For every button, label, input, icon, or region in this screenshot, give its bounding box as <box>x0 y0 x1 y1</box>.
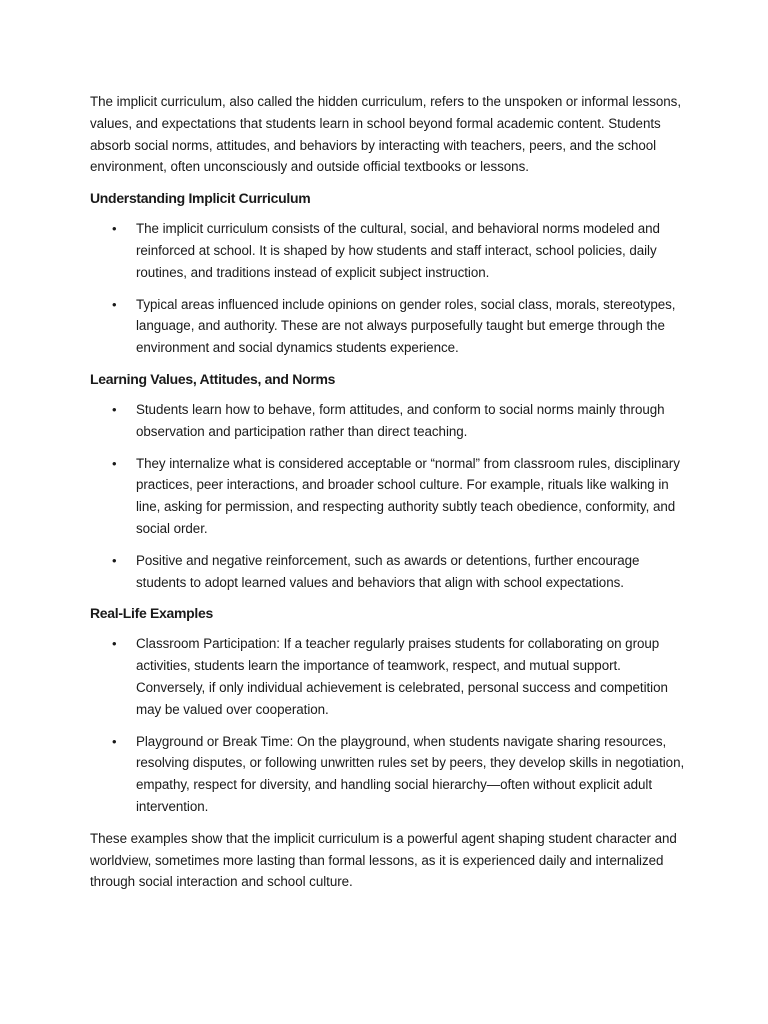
bullet-icon: • <box>112 636 117 652</box>
intro-paragraph: The implicit curriculum, also called the hidden curriculum, refers to the unspoken or informal lessons, values, and expectations that students learn in school beyond formal academic content. Students absorb social norms, attitudes, and behaviors by interacting with teachers, peers, and the school environment, often unconsciously and outside official textbooks or lessons. <box>90 94 681 175</box>
bullet-item <box>90 633 690 720</box>
bullet-item <box>90 550 690 594</box>
bullet-list-examples <box>90 633 690 817</box>
bullet-item <box>90 453 690 540</box>
bullet-text: Students learn how to behave, form attitudes, and conform to social norms mainly through observation and participation rather than direct teaching. <box>136 401 665 439</box>
bullet-item <box>90 218 690 283</box>
bullet-icon: • <box>112 221 117 237</box>
bullet-item <box>90 294 690 359</box>
bullet-text: Playground or Break Time: On the playground, when students navigate sharing resources, resolving disputes, or following unwritten rules set by peers, they develop skills in negotiation, empathy, respect for diversity, and handling social hierarchy—often without explicit adult intervention. <box>136 733 685 814</box>
section-heading-understanding: Understanding Implicit Curriculum <box>90 190 311 207</box>
bullet-text: Classroom Participation: If a teacher regularly praises students for collaborating on group activities, students learn the importance of teamwork, respect, and mutual support. Conversely, if only individual achievement is celebrated, personal success and competition may be valued over cooperation. <box>136 636 668 717</box>
bullet-text: Typical areas influenced include opinions on gender roles, social class, morals, stereotypes, language, and authority. These are not always purposefully taught but emerge through the environment and social dynamics students experience. <box>136 296 676 356</box>
bullet-icon: • <box>112 455 117 471</box>
bullet-text: The implicit curriculum consists of the cultural, social, and behavioral norms modeled and reinforced at school. It is shaped by how students and staff interact, school policies, daily routines, and traditions instead of explicit subject instruction. <box>136 221 660 280</box>
bullet-text: Positive and negative reinforcement, such as awards or detentions, further encourage students to adopt learned values and behaviors that align with school expectations. <box>136 552 640 590</box>
bullet-icon: • <box>112 296 117 312</box>
bullet-list-understanding <box>90 218 690 359</box>
bullet-icon: • <box>112 401 117 417</box>
bullet-item <box>90 731 690 818</box>
bullet-icon: • <box>112 552 117 568</box>
closing-paragraph: These examples show that the implicit curriculum is a powerful agent shaping student character and worldview, sometimes more lasting than formal lessons, as it is experienced daily and internalized through social interaction and school culture. <box>90 830 677 890</box>
section-heading-learning: Learning Values, Attitudes, and Norms <box>90 370 336 387</box>
bullet-item <box>90 399 690 443</box>
bullet-list-learning <box>90 399 690 593</box>
bullet-icon: • <box>112 733 117 749</box>
section-heading-examples: Real-Life Examples <box>90 605 213 622</box>
bullet-text: They internalize what is considered acceptable or “normal” from classroom rules, disciplinary practices, peer interactions, and broader school culture. For example, rituals like walking in line, asking for permission, and respecting authority subtly teach obedience, conformity, and social order. <box>136 455 680 536</box>
document-page <box>90 91 690 893</box>
